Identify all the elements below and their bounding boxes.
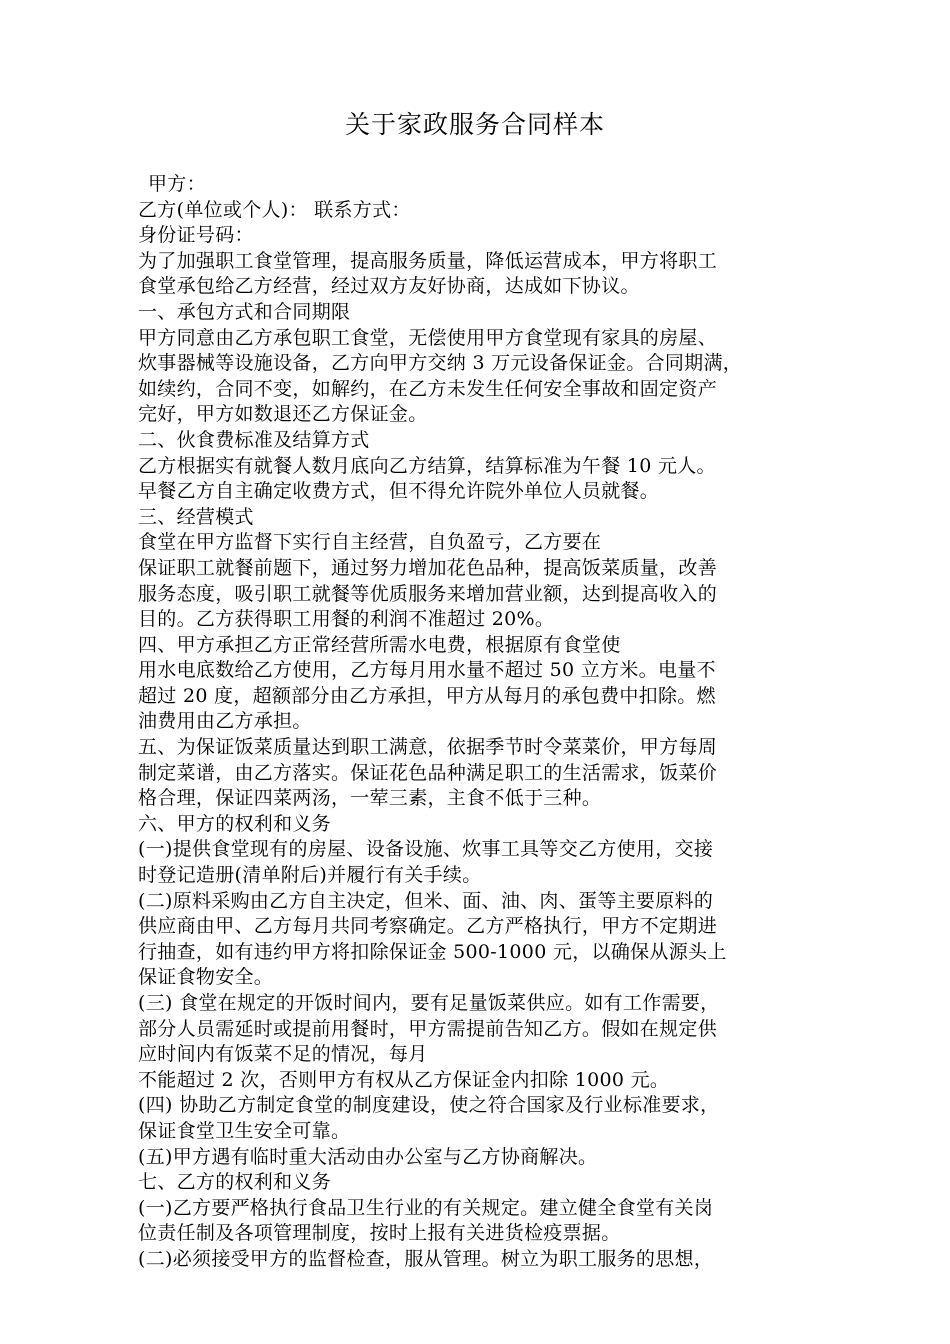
section-heading: 三、经营模式 xyxy=(138,505,254,528)
section-heading: 一、承包方式和合同期限 xyxy=(138,300,351,323)
text-line: 部分人员需延时或提前用餐时，甲方需提前告知乙方。假如在规定供 xyxy=(138,1017,718,1040)
text-line: 乙方(单位或个人)： 联系方式： xyxy=(138,198,411,221)
text-line: 身份证号码： xyxy=(138,224,254,247)
text-line: 用水电底数给乙方使用，乙方每月用水量不超过 50 立方米。电量不 xyxy=(138,659,716,682)
section-heading: 二、伙食费标准及结算方式 xyxy=(138,428,370,451)
text-line: (四) 协助乙方制定食堂的制度建设，使之符合国家及行业标准要求， xyxy=(138,1094,720,1117)
text-line: 甲方同意由乙方承包职工食堂，无偿使用甲方食堂现有家具的房屋、 xyxy=(138,326,718,349)
text-line: 制定菜谱，由乙方落实。保证花色品种满足职工的生活需求，饭菜价 xyxy=(138,761,718,784)
text-line: (五)甲方遇有临时重大活动由办公室与乙方协商解决。 xyxy=(138,1145,598,1168)
text-line: 行抽查，如有违约甲方将扣除保证金 500-1000 元，以确保从源头上 xyxy=(138,940,727,963)
text-line: (三) 食堂在规定的开饭时间内，要有足量饭菜供应。如有工作需要， xyxy=(138,992,720,1014)
text-line: 乙方根据实有就餐人数月底向乙方结算，结算标准为午餐 10 元人。 xyxy=(138,454,716,477)
text-line: (二)原料采购由乙方自主决定，但米、面、油、肉、蛋等主要原料的 xyxy=(138,889,714,912)
text-line: 超过 20 度，超额部分由乙方承担，甲方从每月的承包费中扣除。燃 xyxy=(138,684,716,707)
section-heading: 四、甲方承担乙方正常经营所需水电费，根据原有食堂使 xyxy=(138,633,621,656)
text-line: 为了加强职工食堂管理，提高服务质量，降低运营成本，甲方将职工 xyxy=(138,249,718,272)
text-line: 目的。乙方获得职工用餐的利润不准超过 20%。 xyxy=(138,608,555,631)
text-line: (一)乙方要严格执行食品卫生行业的有关规定。建立健全食堂有关岗 xyxy=(138,1196,714,1219)
text-line: 不能超过 2 次，否则甲方有权从乙方保证金内扣除 1000 元。 xyxy=(138,1068,670,1091)
section-heading: 六、甲方的权利和义务 xyxy=(138,812,332,835)
text-line: 早餐乙方自主确定收费方式，但不得允许院外单位人员就餐。 xyxy=(138,480,660,503)
document-title: 关于家政服务合同样本 xyxy=(344,110,605,139)
text-line: 保证食堂卫生安全可靠。 xyxy=(138,1119,351,1142)
text-line: 应时间内有饭菜不足的情况，每月 xyxy=(138,1043,428,1066)
section-heading: 五、为保证饭菜质量达到职工满意，依据季节时令菜菜价，甲方每周 xyxy=(138,736,718,759)
document-body xyxy=(138,172,818,1273)
text-line: 服务态度，吸引职工就餐等优质服务来增加营业额，达到提高收入的 xyxy=(138,582,718,605)
text-line: 炊事器械等设施设备，乙方向甲方交纳 3 万元设备保证金。合同期满， xyxy=(138,352,743,375)
text-line: 保证职工就餐前题下，通过努力增加花色品种，提高饭菜质量，改善 xyxy=(138,556,718,579)
text-line: 油费用由乙方承担。 xyxy=(138,710,312,733)
text-line: 食堂在甲方监督下实行自主经营，自负盈亏，乙方要在 xyxy=(138,531,602,554)
text-line: 完好，甲方如数退还乙方保证金。 xyxy=(138,403,428,426)
text-line: (一)提供食堂现有的房屋、设备设施、炊事工具等交乙方使用，交接 xyxy=(138,838,714,861)
text-line: 食堂承包给乙方经营，经过双方友好协商，达成如下协议。 xyxy=(138,275,640,298)
text-line: 如续约，合同不变，如解约，在乙方未发生任何安全事故和固定资产 xyxy=(138,377,718,400)
text-line: 时登记造册(清单附后)并履行有关手续。 xyxy=(138,864,482,887)
text-line: 格合理，保证四菜两汤，一荤三素，主食不低于三种。 xyxy=(138,787,602,810)
text-line: 供应商由甲、乙方每月共同考察确定。乙方严格执行，甲方不定期进 xyxy=(138,915,718,938)
text-line: (二)必须接受甲方的监督检查，服从管理。树立为职工服务的思想， xyxy=(138,1247,714,1270)
text-line: 甲方： xyxy=(148,173,206,195)
text-line: 位责任制及各项管理制度，按时上报有关进货检疫票据。 xyxy=(138,1222,621,1245)
section-heading: 七、乙方的权利和义务 xyxy=(138,1171,332,1194)
text-line: 保证食物安全。 xyxy=(138,966,274,989)
